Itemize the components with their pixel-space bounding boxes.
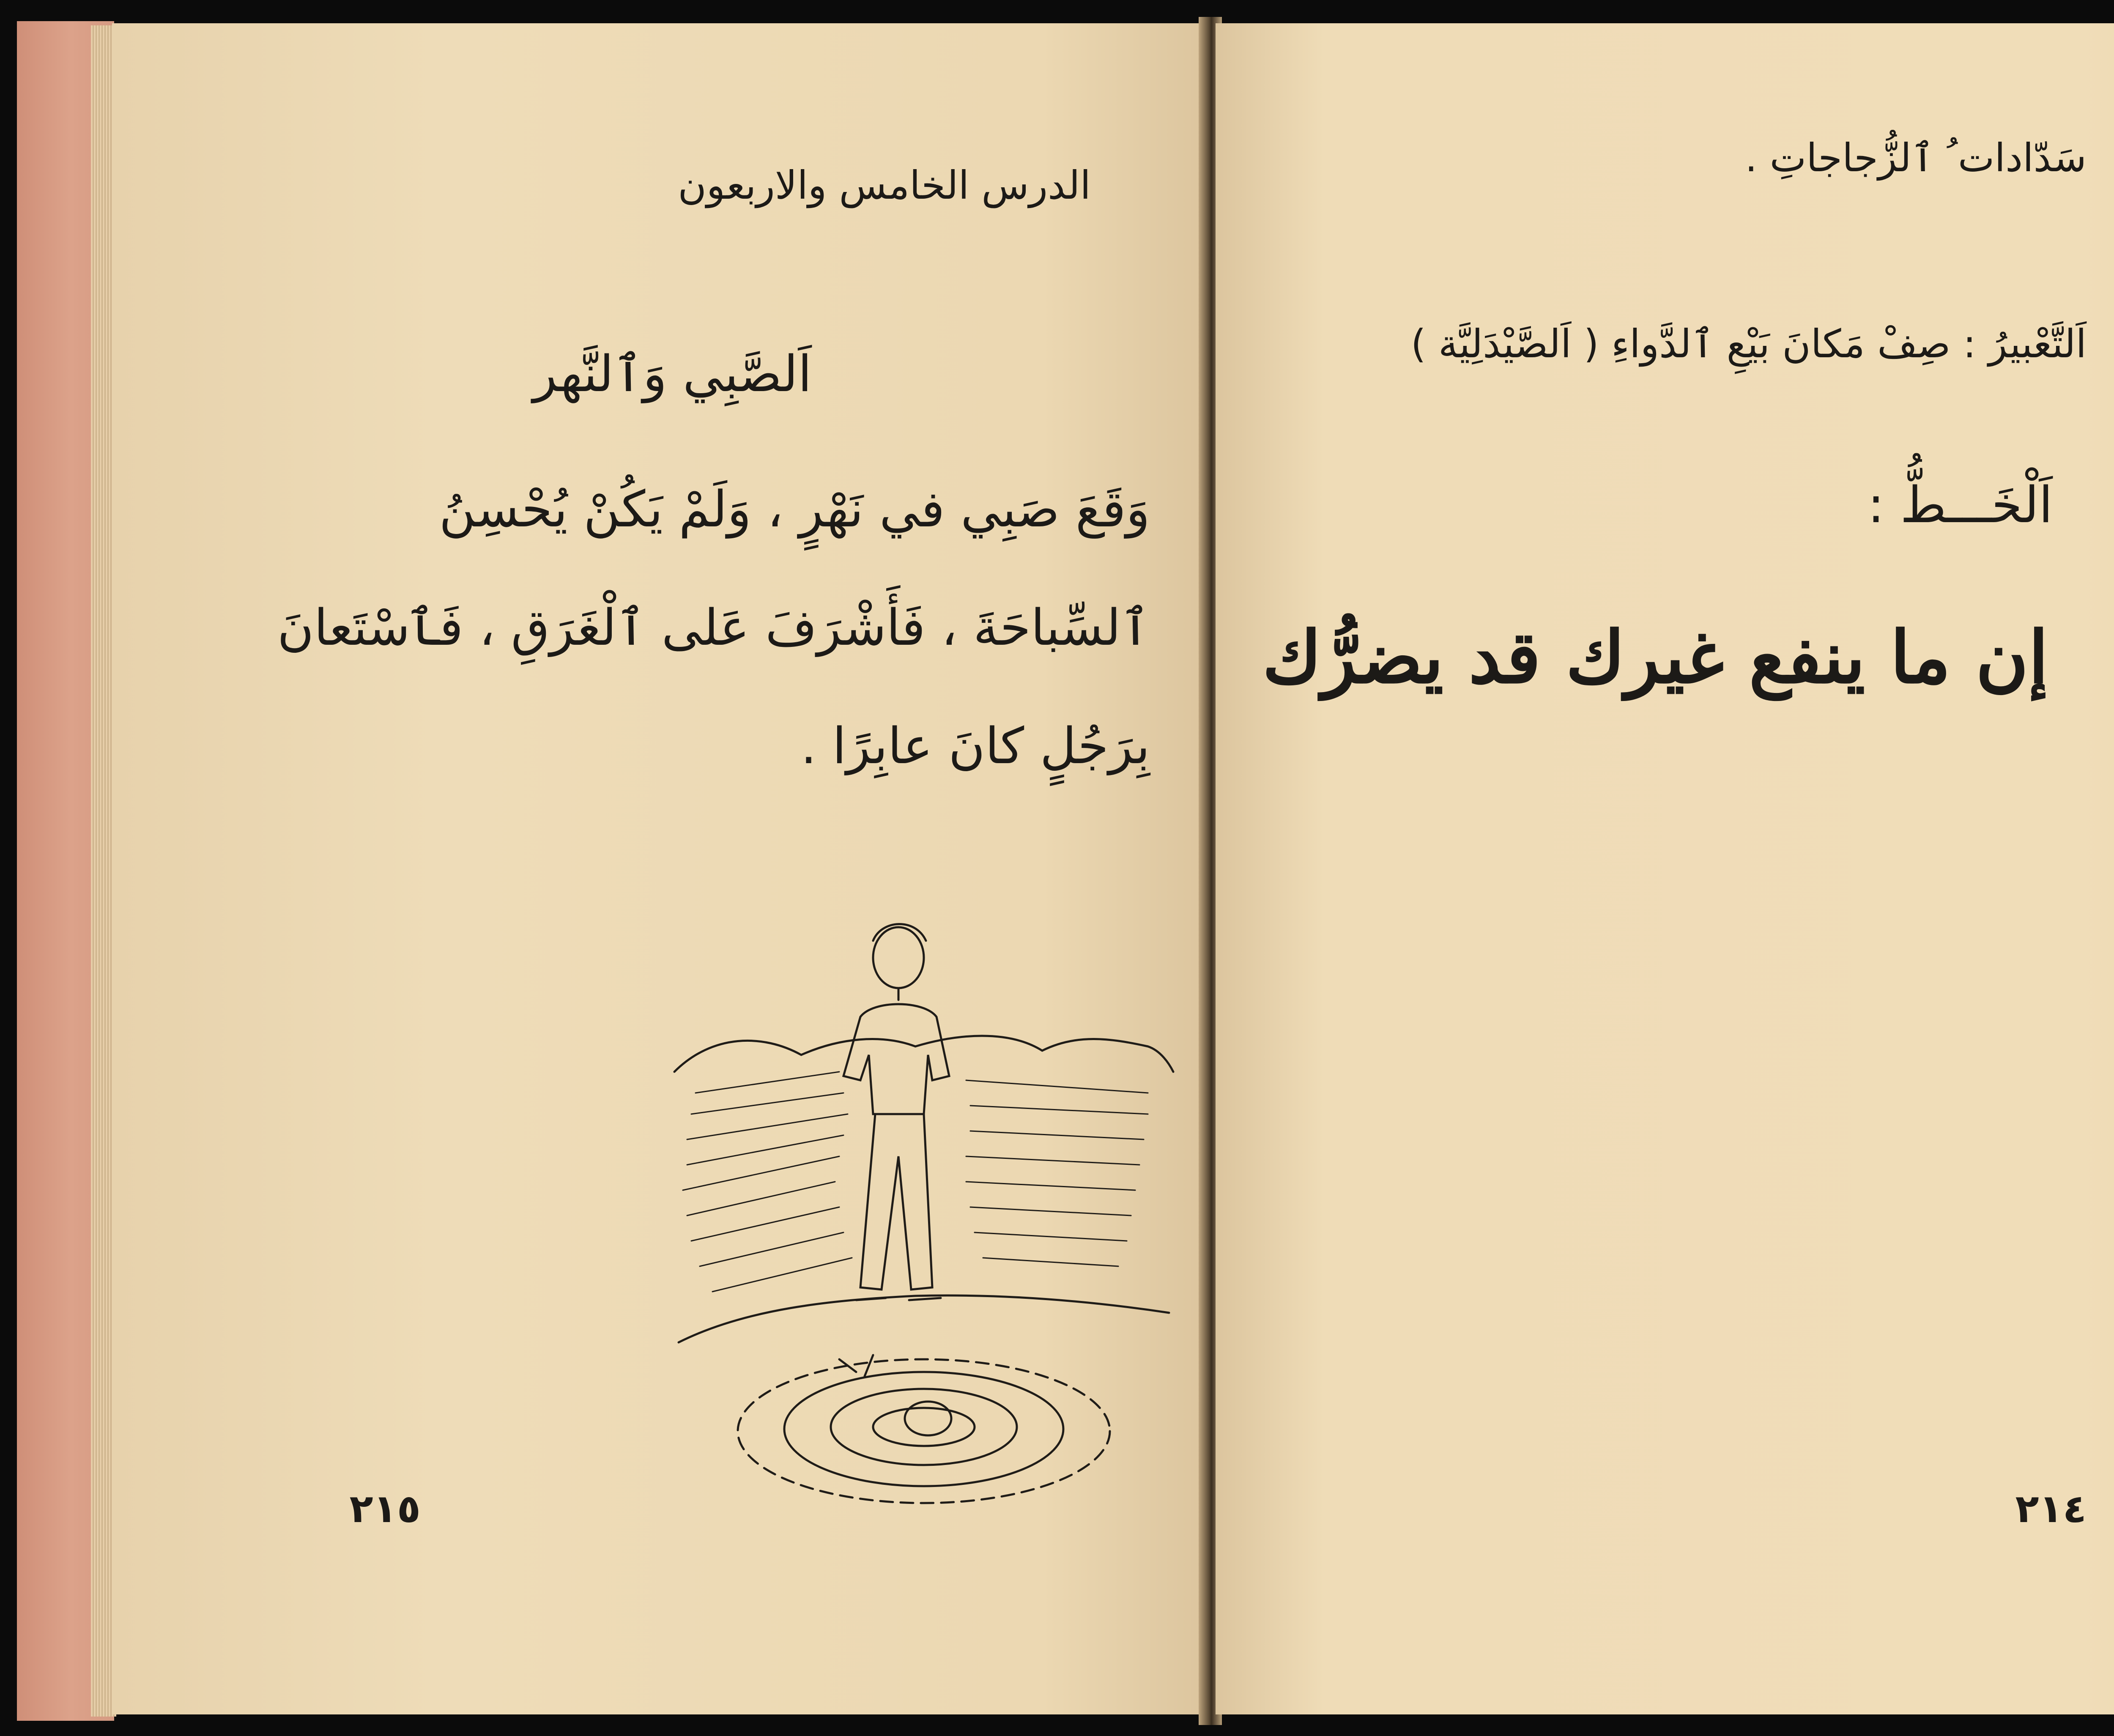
right-page xyxy=(1216,23,2114,1714)
carryover-line: سَدّادات ُ ٱلزُّجاجاتِ . xyxy=(1745,135,2087,181)
paragraph-line-3: بِرَجُلٍ كانَ عابِرًا . xyxy=(800,717,1150,775)
paragraph-line-1: وَقَعَ صَبِي في نَهْرٍ ، وَلَمْ يَكُنْ يُحْسِنُ xyxy=(439,480,1150,538)
paragraph-line-2: ٱلسِّباحَةَ ، فَأَشْرَفَ عَلى ٱلْغَرَقِ ، فَٱسْتَعانَ xyxy=(277,598,1150,657)
left-page xyxy=(112,23,1205,1714)
lesson-heading: الدرس الخامس والاربعون xyxy=(678,163,1091,208)
page-number-left: ٢١٥ xyxy=(349,1486,421,1531)
story-title: اَلصَّبِي وَٱلنَّهر xyxy=(533,345,812,403)
expression-exercise: اَلتَّعْبيرُ : صِفْ مَكانَ بَيْعِ ٱلدَّواءِ ( اَلصَّيْدَلِيَّة ) xyxy=(1410,321,2087,367)
page-number-right: ٢١٤ xyxy=(2015,1486,2087,1531)
boy-and-river-illustration xyxy=(662,894,1190,1520)
handwriting-motto: إن ما ينفع غيرك قد يضرُّك xyxy=(1262,615,2048,700)
handwriting-label: اَلْخَـــطُّ : xyxy=(1868,476,2053,534)
